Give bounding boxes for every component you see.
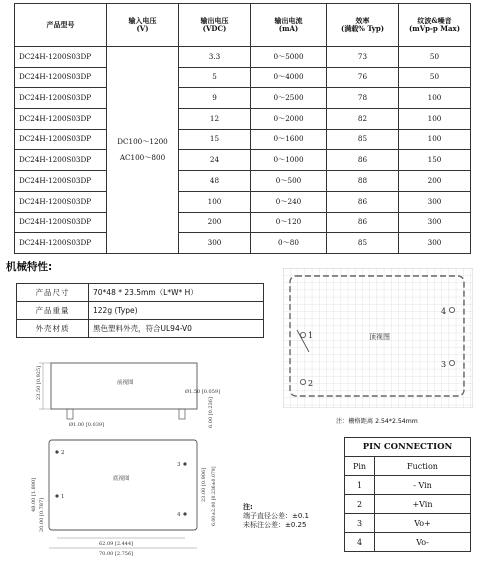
bottom-height-inner-dim: 20.00 [0.787] xyxy=(39,497,45,532)
ripple-cell: 50 xyxy=(399,67,471,88)
bottom-view-label: 底视图 xyxy=(113,476,130,482)
bottom-height-total-dim: 48.00 [1.890] xyxy=(31,477,37,512)
ripple-cell: 300 xyxy=(399,212,471,233)
eff-cell: 86 xyxy=(327,150,399,171)
mech-value: 黑色塑料外壳，符合UL94-V0 xyxy=(89,320,264,338)
pin-length-dim: 6.00 [0.236] xyxy=(208,397,214,428)
grid-spacing-note: 注：栅格距离 2.54*2.54mm xyxy=(336,418,418,425)
grid-pin-1-label: 1 xyxy=(308,331,314,340)
function-header: Fuction xyxy=(375,457,471,476)
pin-function: Vo- xyxy=(375,533,471,552)
header-ripple: 纹波&噪音 (mVp-p Max) xyxy=(399,4,471,47)
vout-cell: 5 xyxy=(179,67,251,88)
vout-cell: 100 xyxy=(179,191,251,212)
ripple-cell: 50 xyxy=(399,47,471,68)
mech-value: 122g (Type) xyxy=(89,302,264,320)
ripple-cell: 100 xyxy=(399,88,471,109)
pin-number: 3 xyxy=(345,514,375,533)
table-row xyxy=(15,88,471,109)
ripple-cell: 200 xyxy=(399,171,471,192)
eff-cell: 73 xyxy=(327,47,399,68)
eff-cell: 82 xyxy=(327,109,399,130)
table-row xyxy=(345,476,471,495)
model-cell: DC24H-1200S03DP xyxy=(15,129,107,150)
bottom-pin-1-label: 1 xyxy=(61,494,65,500)
pin-table-header-row xyxy=(345,457,471,476)
iout-cell: 0～4000 xyxy=(251,67,327,88)
header-efficiency: 效率 (满载% Typ) xyxy=(327,4,399,47)
front-view-label: 前视图 xyxy=(117,380,134,386)
bottom-width-total-dim: 70.00 [2.756] xyxy=(99,551,134,557)
pin-function: - Vin xyxy=(375,476,471,495)
mech-label: 外壳材质 xyxy=(17,320,89,338)
vout-cell: 48 xyxy=(179,171,251,192)
table-row xyxy=(15,191,471,212)
pin-connection-table xyxy=(344,437,471,552)
table-row xyxy=(345,514,471,533)
vout-cell: 200 xyxy=(179,212,251,233)
notes-line-1: 端子直径公差：±0.1 xyxy=(243,512,309,521)
spec-header-row xyxy=(15,4,471,47)
table-row xyxy=(17,320,264,338)
table-row xyxy=(17,302,264,320)
spec-table xyxy=(14,3,471,254)
ripple-cell: 100 xyxy=(399,109,471,130)
header-model: 产品型号 xyxy=(15,4,107,47)
pin-number: 1 xyxy=(345,476,375,495)
bottom-view-drawing xyxy=(27,434,237,558)
iout-cell: 0～5000 xyxy=(251,47,327,68)
eff-cell: 76 xyxy=(327,67,399,88)
model-cell: DC24H-1200S03DP xyxy=(15,67,107,88)
table-row xyxy=(15,212,471,233)
table-row xyxy=(15,129,471,150)
table-row xyxy=(15,67,471,88)
bottom-pin-2-label: 2 xyxy=(61,450,65,456)
vout-cell: 9 xyxy=(179,88,251,109)
eff-cell: 85 xyxy=(327,129,399,150)
mech-value: 70*48 * 23.5mm（L*W* H） xyxy=(89,284,264,302)
model-cell: DC24H-1200S03DP xyxy=(15,109,107,130)
model-cell: DC24H-1200S03DP xyxy=(15,171,107,192)
ripple-cell: 100 xyxy=(399,129,471,150)
grid-pin-3-label: 3 xyxy=(441,360,447,369)
iout-cell: 0～1600 xyxy=(251,129,327,150)
model-cell: DC24H-1200S03DP xyxy=(15,88,107,109)
eff-cell: 78 xyxy=(327,88,399,109)
table-row xyxy=(15,233,471,254)
ripple-cell: 300 xyxy=(399,191,471,212)
eff-cell: 85 xyxy=(327,233,399,254)
side-view-drawing xyxy=(27,355,237,430)
bottom-width-inner-dim: 62.09 [2.444] xyxy=(99,541,134,547)
table-row xyxy=(345,495,471,514)
side-height-dim: 23.50 [0.925] xyxy=(36,365,42,400)
ripple-cell: 150 xyxy=(399,150,471,171)
iout-cell: 0～500 xyxy=(251,171,327,192)
table-row xyxy=(15,171,471,192)
iout-cell: 0～240 xyxy=(251,191,327,212)
pin-connection-title: PIN CONNECTION xyxy=(345,438,471,457)
eff-cell: 86 xyxy=(327,191,399,212)
table-row xyxy=(17,284,264,302)
pin-dia-dim-2: Ø1.50 [0.059] xyxy=(185,389,221,395)
pin-number: 2 xyxy=(345,495,375,514)
model-cell: DC24H-1200S03DP xyxy=(15,150,107,171)
vout-cell: 3.3 xyxy=(179,47,251,68)
table-row xyxy=(15,47,471,68)
input-voltage-cell: DC100～1200 AC100～800 xyxy=(107,47,179,254)
bottom-pin-4-label: 4 xyxy=(177,512,181,518)
eff-cell: 86 xyxy=(327,212,399,233)
model-cell: DC24H-1200S03DP xyxy=(15,191,107,212)
pin-function: Vo+ xyxy=(375,514,471,533)
header-output-voltage: 输出电压 (VDC) xyxy=(179,4,251,47)
notes-title: 注: xyxy=(243,503,253,511)
model-cell: DC24H-1200S03DP xyxy=(15,212,107,233)
vout-cell: 15 xyxy=(179,129,251,150)
bottom-right-dim-a: 6.00±2.00 [0.236±0.079] xyxy=(212,466,217,526)
mech-label: 产品重量 xyxy=(17,302,89,320)
iout-cell: 0～80 xyxy=(251,233,327,254)
header-output-current: 输出电流 (mA) xyxy=(251,4,327,47)
tolerance-notes xyxy=(243,503,309,530)
iout-cell: 0～2500 xyxy=(251,88,327,109)
pin-dia-dim-1: Ø1.00 [0.039] xyxy=(69,422,105,428)
grid-pin-4-label: 4 xyxy=(441,307,447,316)
eff-cell: 88 xyxy=(327,171,399,192)
mechanical-table xyxy=(16,283,264,338)
header-input-voltage: 输入电压 (V) xyxy=(107,4,179,47)
model-cell: DC24H-1200S03DP xyxy=(15,233,107,254)
table-row xyxy=(345,533,471,552)
vout-cell: 24 xyxy=(179,150,251,171)
table-row xyxy=(15,150,471,171)
vout-cell: 300 xyxy=(179,233,251,254)
notes-line-2: 未标注公差：±0.25 xyxy=(243,521,307,530)
top-view-label: 顶视图 xyxy=(369,333,390,341)
model-cell: DC24H-1200S03DP xyxy=(15,47,107,68)
pin-function: +Vin xyxy=(375,495,471,514)
mech-label: 产品尺寸 xyxy=(17,284,89,302)
pin-table-title-row xyxy=(345,438,471,457)
pin-number: 4 xyxy=(345,533,375,552)
vout-cell: 12 xyxy=(179,109,251,130)
ripple-cell: 300 xyxy=(399,233,471,254)
pin-header: Pin xyxy=(345,457,375,476)
iout-cell: 0～1000 xyxy=(251,150,327,171)
iout-cell: 0～2000 xyxy=(251,109,327,130)
pin-layout-grid xyxy=(283,268,473,408)
bottom-pin-3-label: 3 xyxy=(177,462,181,468)
mechanical-title: 机械特性: xyxy=(6,261,53,273)
bottom-right-dim-b: 23.00 [0.906] xyxy=(201,467,207,502)
grid-pin-2-label: 2 xyxy=(308,379,314,388)
table-row xyxy=(15,109,471,130)
iout-cell: 0～120 xyxy=(251,212,327,233)
